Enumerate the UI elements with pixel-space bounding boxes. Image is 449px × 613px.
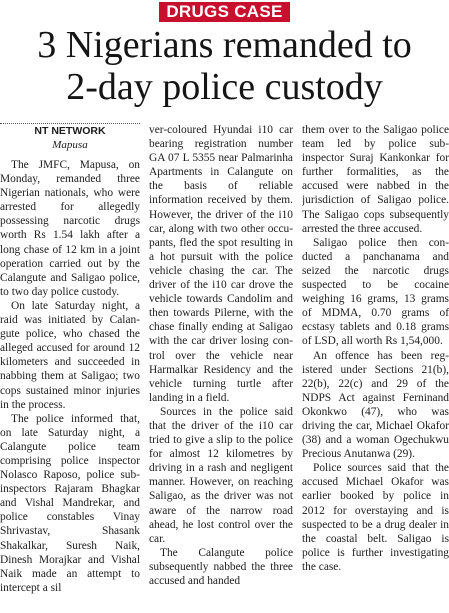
paragraph: Sources in the police said that the driver of the i10 car tried to give a slip to the police for almost 12 kilometres by driving in a rash and negligent manner. However, on reaching Saligao, as the driver was not aware of the narrow road ahead, he lost control over the car. xyxy=(149,405,293,545)
article-column-1 xyxy=(0,123,140,613)
paragraph: An offence has been registered under Sections 21(b), 22(b), 22(c) and 29 of the NDPS Act against Ferninand Okonkwo (47), who was driving the car, Michael Okafor (38) and a woman Ogechukwu Precious Anutanwa (29). xyxy=(302,349,449,461)
paragraph: The JMFC, Mapusa, on Monday, remanded three Nigerian nationals, who were arrested for allegedly possessing narcotic drugs worth Rs 1.54 lakh after a long chase of 12 km in a joint operation carried out by the Calangute and Saligao police, to two day police custody. xyxy=(0,159,140,298)
paragraph: The police informed that, on late Saturday night, a Calangute police team comprising police inspector Nolasco Raposo, police sub-inspectors Rajaram Bhagkar and Vishal Mandrekar, and police constables Vinay Shrivastav, Shasank Shakalkar, Suresh Naik, Dinesh Morajkar and Vishal Naik made an attempt to intercept a sil xyxy=(0,412,140,594)
headline xyxy=(0,24,449,108)
article-column-2 xyxy=(149,123,293,613)
kicker-label: DRUGS CASE xyxy=(159,2,289,22)
paragraph: Saligao police then conducted a panchanama and seized the narcotic drugs suspected to be cocaine weighing 16 grams, 13 grams of MDMA, 0.70 grams of ecstasy tablets and 0.18 grams of LSD, all worth Rs 1,54,000. xyxy=(302,236,449,348)
section-kicker xyxy=(0,2,449,22)
paragraph: Police sources said that the accused Michael Okafor was earlier booked by police in 2012 for overstaying and is suspected to be a drug dealer in the coastal belt. Saligao is police is further investigating the case. xyxy=(302,462,449,573)
paragraph: ver-coloured Hyundai i10 car bearing registration number GA 07 L 5355 near Palmarinha Apartments in Calangute on the basis of reliable information received by them. However, the driver of the i10 car, along with two other occupants, fled the spot resulting in a hot pursuit with the police vehicle chasing the car. The driver of the i10 car drove the vehicle towards Candolim and then towards Pilerne, with the chase finally ending at Saligao with the car driver losing control over the vehicle near Harmalkar Residency and the vehicle turning turtle after landing in a field. xyxy=(149,124,293,404)
paragraph: On late Saturday night, a raid was initiated by Calangute police, who chased the alleged accused for around 12 kilometers and succeeded in nabbing them at Saligao; two cops sustained minor injuries in the process. xyxy=(0,299,140,411)
headline-line-2: 2-day police custody xyxy=(66,66,383,108)
article-column-3 xyxy=(302,123,449,613)
headline-line-1: 3 Nigerians remanded to xyxy=(37,24,412,66)
paragraph: The Calangute police subsequently nabbed the three accused and handed xyxy=(149,546,293,587)
byline-source: NT NETWORK xyxy=(34,125,106,137)
paragraph: them over to the Saligao police team led by police sub-inspector Suraj Kankonkar for further formalities, as the accused were nabbed in the jurisdiction of Saligao police. The Saligao cops subsequently arrested the three accused. xyxy=(302,124,449,235)
byline-place: Mapusa xyxy=(52,139,88,151)
